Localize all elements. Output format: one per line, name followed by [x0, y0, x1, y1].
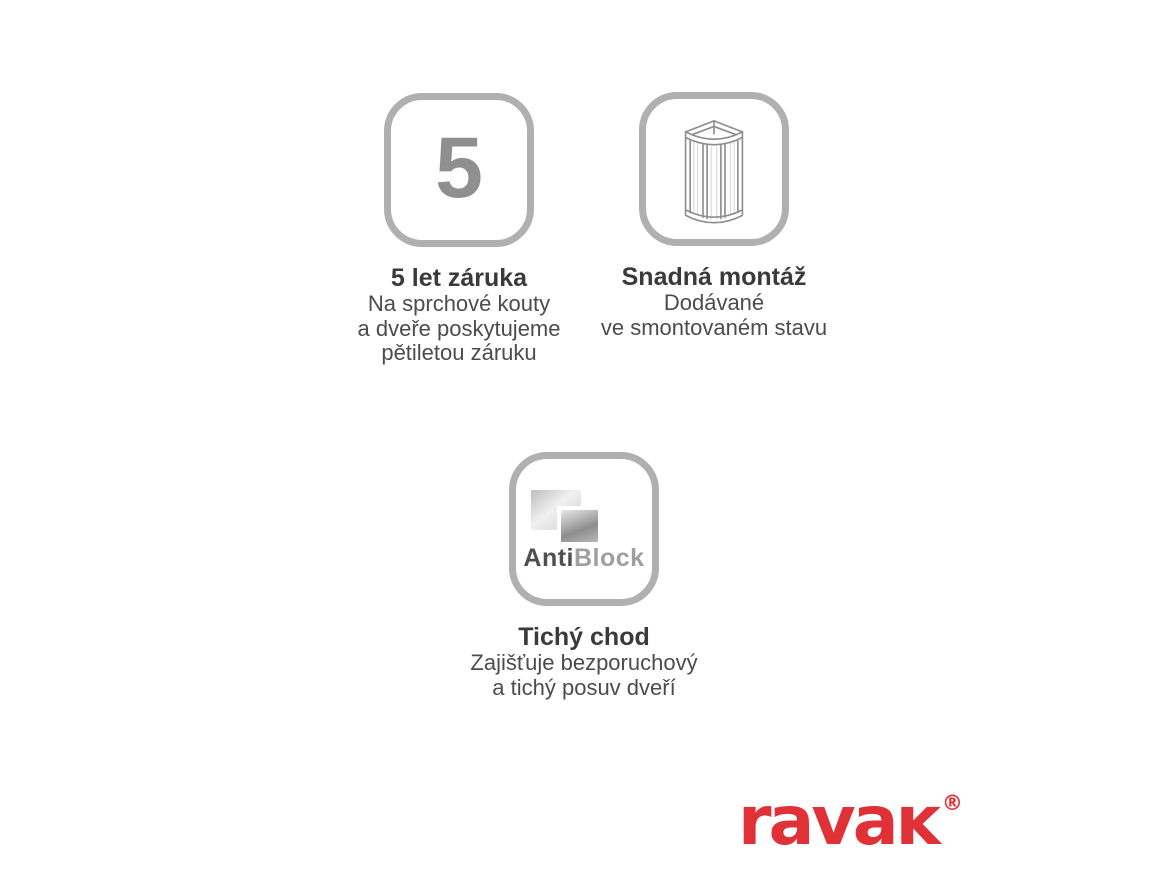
antiblock-label-block: Block	[574, 544, 645, 572]
registered-trademark-icon: ®	[941, 791, 963, 815]
feature-easy-assembly-description	[574, 291, 854, 340]
ravak-wordmark: ravaĸ	[738, 782, 938, 861]
antiblock-label	[516, 544, 652, 573]
description-line: a tichý posuv dveří	[492, 674, 676, 700]
feature-warranty-description	[319, 292, 599, 366]
antiblock-label-anti: Anti	[523, 544, 574, 572]
feature-easy-assembly	[574, 92, 854, 340]
antiblock-badge	[509, 452, 659, 606]
easy-assembly-badge	[639, 92, 789, 246]
feature-quiet-operation-title: Tichý chod	[518, 623, 650, 651]
antiblock-front-square	[557, 506, 602, 546]
description-line: Dodávané	[663, 290, 765, 315]
ravak-logo	[738, 782, 963, 861]
antiblock-icon	[516, 459, 652, 599]
warranty-badge	[384, 93, 534, 247]
feature-easy-assembly-title: Snadná montáž	[621, 263, 807, 291]
feature-quiet-operation-description	[444, 651, 724, 700]
number-5-icon: 5	[435, 120, 483, 216]
description-line: Na sprchové kouty	[367, 291, 551, 316]
description-line: pětiletou záruku	[381, 340, 537, 365]
feature-warranty	[319, 93, 599, 366]
shower-enclosure-icon	[681, 118, 747, 232]
feature-warranty-title: 5 let záruka	[390, 264, 528, 292]
description-line: a dveře poskytujeme	[357, 315, 561, 341]
feature-quiet-operation	[444, 452, 724, 700]
description-line: Zajišťuje bezporuchový	[470, 650, 698, 675]
description-line: ve smontovaném stavu	[600, 314, 828, 340]
